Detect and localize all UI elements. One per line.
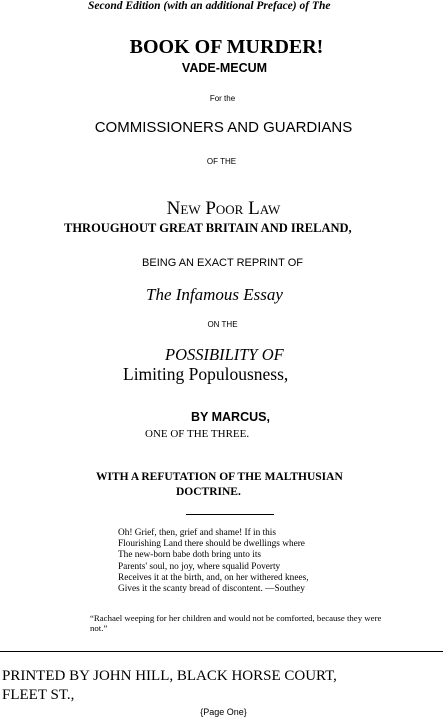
- poem-line: Oh! Grief, then, grief and shame! If in this: [118, 528, 276, 538]
- being-reprint-text: BEING AN EXACT REPRINT OF: [142, 257, 303, 269]
- printer-line-2: FLEET ST.,: [2, 687, 75, 703]
- divider-rule: [186, 514, 274, 515]
- book-subtitle: VADE-MECUM: [181, 61, 268, 75]
- of-the-text: OF THE: [206, 157, 237, 166]
- infamous-essay-heading: The Infamous Essay: [146, 285, 283, 304]
- limiting-heading: Limiting Populousness,: [123, 364, 289, 384]
- poem-line: Flourishing Land there should be dwellings where: [118, 539, 305, 550]
- possibility-heading: POSSIBILITY OF: [165, 345, 284, 364]
- on-the-text: ON THE: [207, 320, 238, 329]
- poem-line: The new-born babe doth bring unto its: [118, 550, 262, 561]
- edition-line: Second Edition (with an additional Preface) of The: [88, 0, 331, 12]
- by-marcus-text: BY MARCUS,: [191, 410, 270, 424]
- commissioners-heading: COMMISSIONERS AND GUARDIANS: [94, 119, 353, 136]
- throughout-heading: THROUGHOUT GREAT BRITAIN AND IRELAND,: [64, 221, 352, 235]
- refutation-line-2: DOCTRINE.: [176, 486, 241, 498]
- one-of-three-text: ONE OF THE THREE.: [145, 428, 250, 440]
- poem-block: [118, 528, 418, 595]
- for-the-text: For the: [209, 94, 236, 103]
- book-title: BOOK OF MURDER!: [129, 36, 324, 58]
- footer-rule: [0, 651, 443, 652]
- poem-line: Receives it at the birth, and, on her withered knees,: [118, 572, 309, 583]
- printer-line-1: PRINTED BY JOHN HILL, BLACK HORSE COURT,: [2, 668, 337, 684]
- new-poor-law-heading: New Poor Law: [166, 198, 281, 219]
- poem-line: Gives it the scanty bread of discontent. —Southey: [118, 584, 305, 595]
- poem-line: Parents' soul, no joy, where squalid Poverty: [118, 561, 281, 572]
- page-label: {Page One}: [200, 707, 247, 717]
- rachael-quote: “Rachael weeping for her children and would not be comforted, because they were not.”: [90, 613, 382, 634]
- refutation-line-1: WITH A REFUTATION OF THE MALTHUSIAN: [96, 471, 343, 483]
